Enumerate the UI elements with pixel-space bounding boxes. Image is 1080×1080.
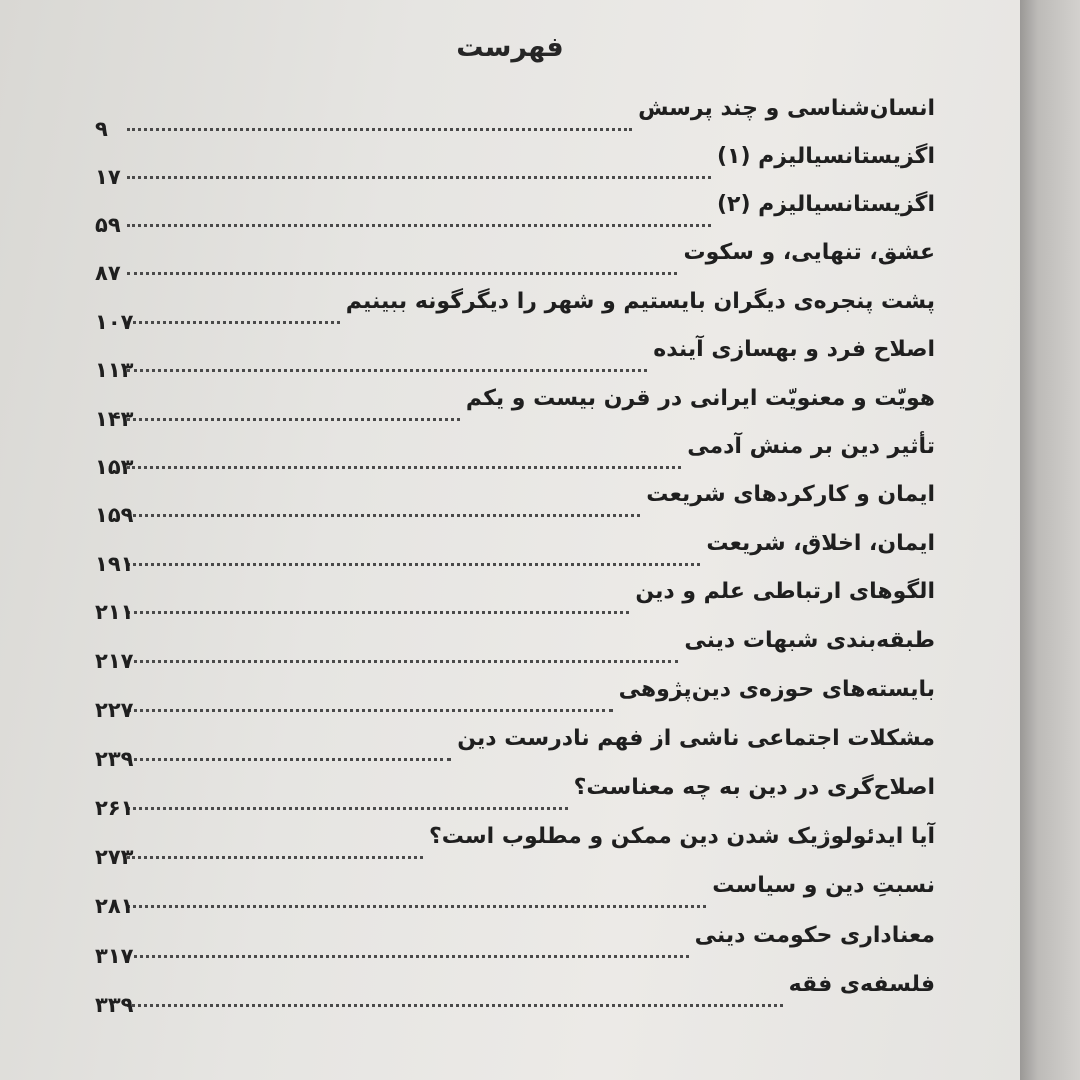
toc-entry-page: ۱۴۳	[95, 407, 134, 431]
dot-leader	[127, 418, 460, 421]
toc-entry-page: ۱۰۷	[95, 310, 134, 334]
toc-entry-title: عشق، تنهایی، و سکوت	[683, 240, 935, 265]
dot-leader	[127, 321, 340, 324]
toc-entry	[95, 575, 935, 625]
toc-entry	[95, 92, 935, 142]
toc-entry-page: ۲۱۱	[95, 600, 134, 624]
toc-entry-title: تأثیر دین بر منش آدمی	[687, 434, 935, 459]
toc-entry-page: ۱۱۳	[95, 358, 134, 382]
toc-entry-page: ۲۷۳	[95, 845, 134, 869]
toc-entry-page: ۱۵۹	[95, 503, 134, 527]
toc-entry-title: ایمان و کارکردهای شریعت	[646, 482, 935, 507]
toc-entry	[95, 771, 935, 821]
toc-entry-page: ۲۶۱	[95, 796, 134, 820]
dot-leader	[127, 709, 613, 712]
dot-leader	[127, 563, 700, 566]
dot-leader	[127, 369, 647, 372]
toc-entry	[95, 673, 935, 723]
toc-entry-page: ۳۱۷	[95, 944, 134, 968]
toc-entry-title: فلسفه‌ی فقه	[788, 972, 935, 997]
dot-leader	[127, 514, 640, 517]
toc-entry	[95, 624, 935, 674]
toc-entry-title: مشکلات اجتماعی ناشی از فهم نادرست دین	[457, 726, 935, 751]
dot-leader	[127, 660, 678, 663]
dot-leader	[127, 758, 451, 761]
toc-entry	[95, 478, 935, 528]
dot-leader	[127, 272, 677, 275]
dot-leader	[127, 466, 681, 469]
toc-entry-title: طبقه‌بندی شبهات دینی	[684, 628, 935, 653]
dot-leader	[127, 128, 632, 131]
toc-entry-title: اگزیستانسیالیزم (۱)	[716, 144, 935, 169]
toc-entry-title: هویّت و معنویّت ایرانی در قرن بیست و یکم	[465, 386, 935, 411]
page-edge-shadow	[1020, 0, 1080, 1080]
toc-entry-title: ایمان، اخلاق، شریعت	[706, 531, 935, 556]
toc-entry	[95, 333, 935, 383]
toc-entry-page: ۵۹	[95, 213, 121, 237]
toc-entry-title: اصلاح فرد و بهسازی آینده	[653, 337, 935, 362]
toc-entry	[95, 820, 935, 870]
toc-entry-page: ۲۳۹	[95, 747, 134, 771]
dot-leader	[127, 807, 568, 810]
toc-entry	[95, 140, 935, 190]
toc-entry-page: ۲۲۷	[95, 698, 134, 722]
toc-entry	[95, 285, 935, 335]
dot-leader	[127, 856, 423, 859]
toc-entry-title: انسان‌شناسی و چند پرسش	[638, 96, 935, 121]
toc-entry-title: آیا ایدئولوژیک شدن دین ممکن و مطلوب است؟	[428, 824, 935, 849]
page-title: فهرست	[456, 32, 564, 63]
toc-entry-page: ۳۳۹	[95, 993, 134, 1017]
toc-entry	[95, 236, 935, 286]
toc-entry	[95, 722, 935, 772]
toc-entry	[95, 382, 935, 432]
toc-entry-page: ۱۹۱	[95, 552, 134, 576]
toc-entry-page: ۸۷	[95, 261, 121, 285]
toc-entry	[95, 968, 935, 1018]
toc-entry	[95, 430, 935, 480]
dot-leader	[127, 955, 689, 958]
dot-leader	[127, 224, 711, 227]
dot-leader	[127, 176, 711, 179]
toc-entry-page: ۲۸۱	[95, 894, 134, 918]
toc-entry-title: معناداری حکومت دینی	[694, 923, 935, 948]
toc-entry-title: بایسته‌های حوزه‌ی دین‌پژوهی	[618, 677, 935, 702]
toc-entry	[95, 919, 935, 969]
dot-leader	[127, 611, 629, 614]
toc-entry	[95, 188, 935, 238]
dot-leader	[127, 905, 706, 908]
toc-entry-title: نسبتِ دین و سیاست	[712, 873, 935, 898]
toc-entry	[95, 869, 935, 919]
dot-leader	[127, 1004, 783, 1007]
toc-entry-page: ۹	[95, 117, 108, 141]
toc-entry-page: ۲۱۷	[95, 649, 134, 673]
toc-entry-page: ۱۷	[95, 165, 121, 189]
toc-entry-page: ۱۵۳	[95, 455, 134, 479]
toc-entry-title: اصلاح‌گری در دین به چه معناست؟	[573, 775, 935, 800]
toc-entry-title: اگزیستانسیالیزم (۲)	[716, 192, 935, 217]
toc-entry-title: الگوهای ارتباطی علم و دین	[635, 579, 935, 604]
toc-entry	[95, 527, 935, 577]
toc-entry-title: پشت پنجره‌ی دیگران بایستیم و شهر را دیگرگونه ببینیم	[345, 289, 935, 314]
